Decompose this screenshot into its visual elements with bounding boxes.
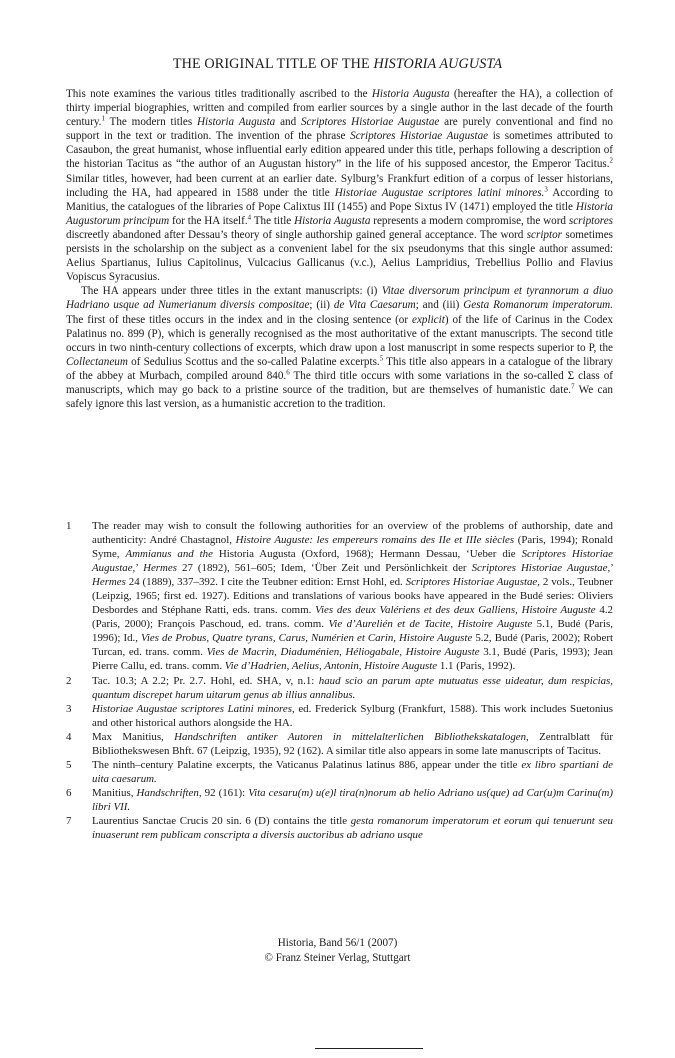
italic-text: Handschriften antiker Autoren in mittelalterlichen Bibliothekskatalogen bbox=[174, 730, 527, 743]
text-segment: The third title occurs with some variations in the so-called Σ class of manuscripts, which may go back to a pristine source of the tradition, but are themselves of humanistic date. bbox=[66, 369, 613, 396]
italic-text: Scriptores Historiae Augustae bbox=[405, 576, 538, 589]
text-segment: , Zentralblatt für Bibliothekswesen Bhft. 67 (Leipzig, 1935), 92 (162). A similar title also appears in some late manuscripts of Tacitus. bbox=[92, 730, 614, 757]
footnotes bbox=[66, 519, 613, 842]
italic-text: Historiae Augustae scriptores latini minores. bbox=[334, 186, 545, 199]
text-segment: The ninth–century Palatine excerpts, the Vaticanus Palatinus latinus 886, appear under the title bbox=[92, 758, 522, 771]
footnote bbox=[66, 814, 613, 842]
italic-text: Vie d’Hadrien, Aelius, Antonin, Histoire Auguste bbox=[224, 660, 438, 673]
text-segment: is sometimes attributed to Casaubon, the great humanist, whose influential early edition appeared under this title, perhaps following a description of the historian Tacitus as “the author of an Augustan history” in the life of his supposed ancestor, the Emperor Tacitus. bbox=[66, 130, 613, 171]
text-segment: (Paris, 1994); Ronald Syme, bbox=[92, 534, 613, 561]
italic-text: gesta romanorum imperatorum et eorum qui tenuerunt seu inuaserunt rem publicam conscripta a diversis auctoribus ab adriano usque bbox=[92, 814, 613, 842]
italic-text: Historia Augusta bbox=[294, 214, 371, 227]
text-segment: , 2 vols., Teubner (Leipzig, 1965; first ed. 1927). Editions and translations of various books have appeared in the Budé series: Oliviers Desbordes and Stéphane Ratti, eds. trans. comm. bbox=[92, 576, 613, 617]
text-segment: and bbox=[275, 116, 301, 129]
footnote bbox=[66, 758, 613, 786]
italic-text: ex libro spartiani de uita caesarum. bbox=[92, 758, 613, 785]
italic-text: Scriptores Historiae Augustae bbox=[300, 116, 440, 129]
italic-text: Scriptores Historiae Augustae bbox=[350, 130, 489, 143]
text-segment: Manitius, bbox=[92, 786, 137, 799]
italic-text: explicit bbox=[412, 313, 445, 326]
italic-text: Scriptores Historiae Augustae, bbox=[92, 548, 613, 575]
text-segment: represents a modern compromise, the word bbox=[370, 214, 569, 227]
footnote-text bbox=[92, 758, 613, 786]
italic-text: haud scio an parum apte mutuatus esse uideatur, dum respicias, quantum discrepet harum uitarum genus ab illius annalibus. bbox=[92, 674, 613, 701]
text-segment: , ed. Frederick Sylburg (Frankfurt, 1588). This work includes Suetonius and other historical authors alongside the HA. bbox=[92, 702, 613, 729]
text-segment: This title also appears in a catalogue of the library of the abbey at Murbach, compiled around 840. bbox=[66, 355, 613, 382]
footnote-ref: 6 bbox=[286, 369, 290, 377]
text-segment: 4.2 (Paris, 2000); François Paschoud, ed. trans. comm. bbox=[92, 604, 614, 631]
text-segment: ’ bbox=[135, 562, 144, 575]
text-segment: ’ bbox=[610, 562, 613, 575]
text-segment: Laurentius Sanctae Crucis 20 sin. 6 (D) contains the title bbox=[92, 814, 351, 827]
footnote-number: 2 bbox=[66, 674, 72, 687]
footnote-text bbox=[92, 814, 613, 842]
text-segment: for the HA itself. bbox=[169, 214, 248, 227]
footnote-ref: 3 bbox=[544, 185, 548, 193]
text-segment: The first of these titles occurs in the index and in the closing sentence (or bbox=[66, 313, 413, 326]
italic-text: Vies des deux Valériens et des deux Galliens, Histoire Auguste bbox=[315, 604, 596, 617]
italic-text: scriptor bbox=[526, 228, 562, 241]
italic-text: Historia Augusta bbox=[196, 116, 276, 129]
text-segment: Historia Augusta (Oxford, 1968); Hermann Dessau, ‘Ueber die bbox=[212, 548, 522, 561]
journal-footer bbox=[0, 936, 675, 966]
copyright-line: © Franz Steiner Verlag, Stuttgart bbox=[264, 952, 411, 964]
footnote-ref: 1 bbox=[101, 115, 105, 123]
footnote-text bbox=[92, 786, 613, 814]
italic-text: Vitae diversorum principum et tyrannorum a diuo Hadriano usque ad Numerianum diversis compositae bbox=[66, 285, 613, 312]
italic-text: Historia Augustorum principum bbox=[66, 200, 613, 227]
text-segment: The modern titles bbox=[104, 116, 197, 129]
text-segment: We can safely ignore this last version, as a humanistic accretion to the tradition. bbox=[66, 383, 613, 411]
body-paragraph-2 bbox=[66, 284, 613, 411]
article-body bbox=[66, 87, 613, 411]
footnote-text bbox=[92, 702, 613, 730]
text-segment: discreetly abandoned after Dessau’s theory of single authorship gained general acceptance. The word bbox=[66, 228, 527, 241]
text-segment: , 92 (161): bbox=[198, 786, 249, 799]
article-title bbox=[0, 56, 675, 73]
text-segment: 24 (1889), 337–392. I cite the Teubner edition: Ernst Hohl, ed. bbox=[125, 576, 406, 589]
footnote bbox=[66, 730, 613, 758]
footnote-text bbox=[92, 519, 613, 674]
text-segment: ; and (iii) bbox=[415, 299, 464, 312]
footnote-ref: 5 bbox=[379, 355, 384, 363]
text-segment: The HA appears under three titles in the extant manuscripts: (i) bbox=[81, 285, 382, 298]
text-segment: ; (ii) bbox=[309, 299, 334, 312]
article-title-roman: THE ORIGINAL TITLE OF THE bbox=[172, 56, 374, 72]
text-segment: According to Manitius, the catalogues of the libraries of Pope Calixtus III (1455) and Pope Sixtus IV (1471) employed the title bbox=[66, 186, 613, 213]
italic-text: Historia Augusta bbox=[371, 88, 450, 100]
text-segment: 5.1, Budé (Paris, 1996); Id., bbox=[92, 618, 614, 645]
footnote-number: 5 bbox=[66, 758, 72, 771]
text-segment: of Sedulius Scottus and the so-called Palatine excerpts. bbox=[127, 355, 380, 368]
text-segment: Similar titles, however, had been current at an earlier date. Sylburg’s Frankfurt edition of a corpus of lesser historians, including the HA, had appeared in 1588 under the title bbox=[66, 172, 613, 199]
italic-text: Vita cesaru(m) u(e)l tira(n)norum ab helio Adriano us(que) ad Car(u)m Carinu(m) libri VII. bbox=[92, 786, 613, 813]
footnote-ref: 2 bbox=[609, 157, 613, 165]
italic-text: Ammianus and the bbox=[125, 548, 213, 561]
italic-text: Hermes bbox=[92, 576, 126, 589]
italic-text: Histoire Auguste: les empereurs romains des IIe et IIIe siècles bbox=[235, 534, 515, 547]
italic-text: Hermes bbox=[143, 562, 177, 575]
text-segment: ) of the life of Carinus in the Codex Palatinus no. 899 (P), which is generally recognised as the most authoritative of the extant manuscripts. The second title occurs in two ninth-century collections of excerpts, which draw upon a lost manuscript in some respects superior to P, the bbox=[66, 313, 613, 354]
text-segment: sometimes persists in the scholarship on the subject as a convenient label for the six pseudonyms that this single author assumed: Aelius Spartianus, Iulius Capitolinus, Vulcacius Gallicanus (v.c.), Aelius Lampridius, Trebellius Pollio and Flavius Vopiscus Syracusius. bbox=[66, 228, 614, 284]
footnote-ref: 7 bbox=[571, 383, 575, 391]
text-segment: The reader may wish to consult the following authorities for an overview of the problems of authorship, date and authenticity: André Chastagnol, bbox=[92, 520, 613, 547]
text-segment: Tac. 10.3; A 2.2; Pr. 2.7. Hohl, ed. SHA, v, n.1: bbox=[92, 674, 319, 687]
footnote-text bbox=[92, 674, 613, 702]
footnote bbox=[66, 519, 613, 674]
footnote-number: 3 bbox=[66, 702, 72, 715]
footnote-ref: 4 bbox=[247, 214, 252, 222]
text-segment: are purely conventional and find no support in the text or tradition. The invention of the phrase bbox=[66, 116, 613, 143]
italic-text: Scriptores Historiae Augustae, bbox=[471, 562, 611, 575]
footnote-number: 4 bbox=[66, 730, 72, 743]
text-segment: 5.2, Budé (Paris, 2002); Robert Turcan, ed. trans. comm. bbox=[92, 632, 613, 659]
footnote-number: 6 bbox=[66, 786, 72, 799]
article-title-italic: HISTORIA AUGUSTA bbox=[373, 56, 503, 72]
footnote-number: 1 bbox=[66, 520, 72, 532]
footnote bbox=[66, 674, 613, 702]
text-segment: 1.1 (Paris, 1992). bbox=[437, 660, 516, 673]
text-segment: The title bbox=[251, 214, 295, 227]
italic-text: Vies de Macrin, Diaduménien, Héliogabale, Histoire Auguste bbox=[206, 646, 480, 659]
journal-citation: Historia, Band 56/1 (2007) bbox=[277, 937, 398, 949]
italic-text: Handschriften bbox=[136, 786, 199, 799]
italic-text: Historiae Augustae scriptores Latini minores bbox=[92, 702, 292, 715]
text-segment: Max Manitius, bbox=[92, 730, 175, 743]
footnote-number: 7 bbox=[66, 814, 72, 827]
text-segment: 27 (1892), 561–605; Idem, ‘Über Zeit und Persönlichkeit der bbox=[176, 562, 472, 575]
italic-text: Vie d’Aurelién et de Tacite, Histoire Auguste bbox=[328, 618, 533, 631]
italic-text: Gesta Romanorum imperatorum. bbox=[463, 299, 614, 312]
footnote-text bbox=[92, 730, 613, 758]
text-segment: (hereafter the HA), a collection of thirty imperial biographies, written and compiled from earlier sources by a single author in the last decade of the fourth century. bbox=[66, 88, 613, 129]
italic-text: de Vita Caesarum bbox=[333, 299, 416, 312]
footnote bbox=[66, 786, 613, 814]
italic-text: Vies de Probus, Quatre tyrans, Carus, Numérien et Carin, Histoire Auguste bbox=[141, 632, 473, 645]
italic-text: scriptores bbox=[568, 214, 614, 227]
text-segment: 3.1, Budé (Paris, 1993); Jean Pierre Callu, ed. trans. comm. bbox=[92, 646, 613, 673]
body-paragraph-1 bbox=[66, 87, 613, 284]
bottom-rule bbox=[315, 1048, 423, 1049]
footnote bbox=[66, 702, 613, 730]
text-segment: This note examines the various titles traditionally ascribed to the bbox=[66, 88, 372, 100]
italic-text: Collectaneum bbox=[66, 355, 128, 368]
